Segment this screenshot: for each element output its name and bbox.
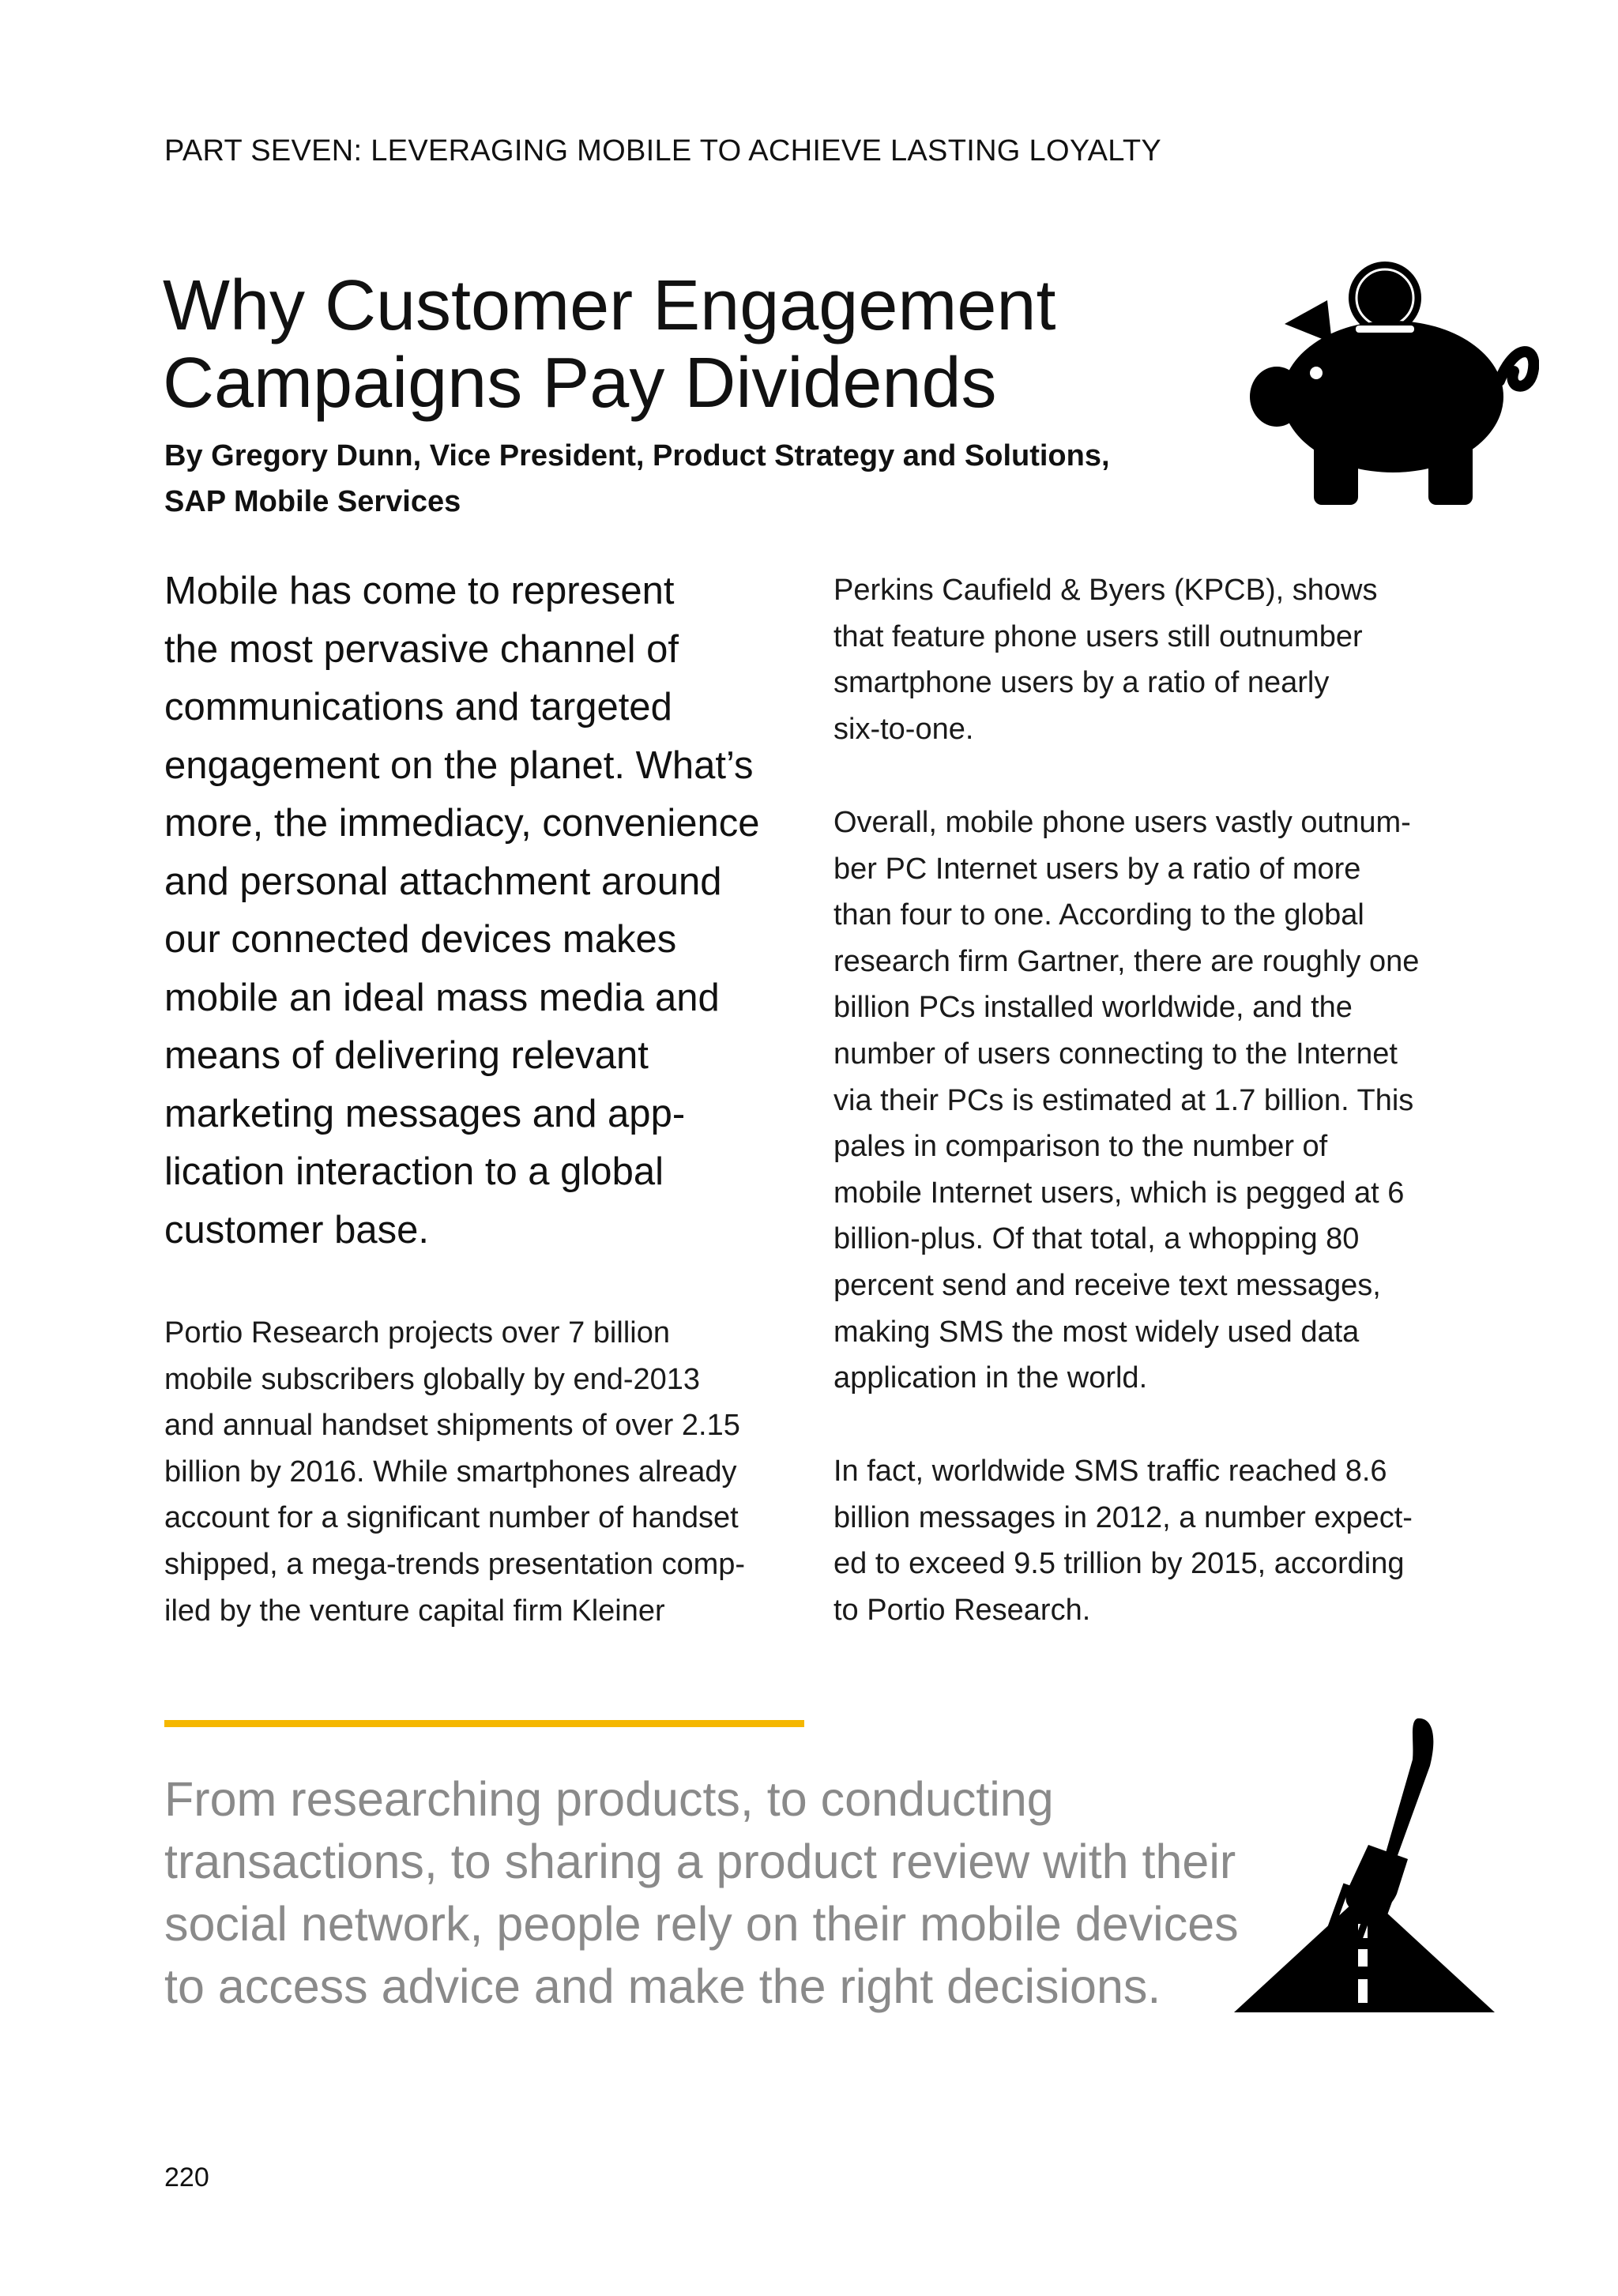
quote-line: From researching products, to conducting	[164, 1772, 1054, 1826]
lead-paragraph	[164, 563, 796, 1259]
pull-quote-rule	[164, 1720, 804, 1727]
body-line: ber PC Internet users by a ratio of more	[833, 852, 1361, 886]
lead-line: marketing messages and app-	[164, 1092, 686, 1135]
body-line: billion PCs installed worldwide, and the	[833, 991, 1353, 1025]
body-line: than four to one. According to the global	[833, 898, 1364, 932]
lead-line: Mobile has come to represent	[164, 570, 675, 612]
lead-line: mobile an ideal mass media and	[164, 976, 720, 1019]
lead-line: customer base.	[164, 1208, 429, 1252]
page-number: 220	[164, 2162, 209, 2192]
fork-in-road-icon	[1234, 1711, 1495, 2012]
byline	[164, 433, 1110, 525]
lead-line: lication interaction to a global	[164, 1150, 664, 1193]
body-line: billion-plus. Of that total, a whopping 80	[833, 1222, 1360, 1256]
body-paragraph-overall	[833, 800, 1419, 1402]
body-line: to Portio Research.	[833, 1593, 1091, 1627]
title-line: Campaigns Pay Dividends	[163, 344, 997, 423]
body-paragraph-kpcb	[833, 567, 1377, 752]
body-line: iled by the venture capital firm Kleiner	[164, 1594, 665, 1628]
body-line: pales in comparison to the number of	[833, 1130, 1328, 1164]
lead-line: communications and targeted	[164, 686, 672, 728]
body-line: six-to-one.	[833, 712, 974, 746]
body-paragraph-sms-traffic	[833, 1448, 1413, 1633]
body-line: via their PCs is estimated at 1.7 billion. This	[833, 1083, 1414, 1117]
body-line: Portio Research projects over 7 billion	[164, 1316, 670, 1349]
lead-line: more, the immediacy, convenience	[164, 802, 760, 845]
body-line: Perkins Caufield & Byers (KPCB), shows	[833, 574, 1378, 607]
part-header: PART SEVEN: LEVERAGING MOBILE TO ACHIEVE LASTING LOYALTY	[164, 134, 1162, 167]
body-line: account for a significant number of handset	[164, 1501, 739, 1535]
body-line: mobile Internet users, which is pegged at 6	[833, 1176, 1405, 1210]
pull-quote	[164, 1768, 1239, 2018]
quote-line: to access advice and make the right decisions.	[164, 1959, 1161, 2013]
quote-line: transactions, to sharing a product review with their	[164, 1835, 1236, 1888]
piggy-bank-icon	[1239, 254, 1539, 507]
byline-line: By Gregory Dunn, Vice President, Product Strategy and Solutions,	[164, 439, 1110, 472]
byline-line: SAP Mobile Services	[164, 485, 461, 518]
title-line: Why Customer Engagement	[163, 266, 1056, 345]
lead-line: engagement on the planet. What’s	[164, 743, 754, 787]
lead-line: means of delivering relevant	[164, 1034, 649, 1077]
body-line: billion by 2016. While smartphones already	[164, 1455, 737, 1489]
body-line: Overall, mobile phone users vastly outnum-	[833, 806, 1411, 839]
lead-line: the most pervasive channel of	[164, 627, 679, 671]
body-line: making SMS the most widely used data	[833, 1315, 1360, 1349]
body-line: application in the world.	[833, 1361, 1148, 1395]
body-line: In fact, worldwide SMS traffic reached 8.6	[833, 1455, 1387, 1488]
body-line: mobile subscribers globally by end-2013	[164, 1362, 701, 1396]
body-line: shipped, a mega-trends presentation comp-	[164, 1547, 746, 1581]
quote-line: social network, people rely on their mobile devices	[164, 1897, 1239, 1951]
body-line: percent send and receive text messages,	[833, 1268, 1381, 1302]
lead-line: our connected devices makes	[164, 918, 677, 961]
body-line: that feature phone users still outnumber	[833, 619, 1363, 653]
body-paragraph-portio	[164, 1310, 745, 1634]
article-title	[163, 267, 1174, 422]
body-line: research firm Gartner, there are roughly one	[833, 944, 1420, 978]
body-line: ed to exceed 9.5 trillion by 2015, according	[833, 1547, 1405, 1581]
body-line: number of users connecting to the Internet	[833, 1037, 1398, 1071]
body-line: billion messages in 2012, a number expect-	[833, 1500, 1413, 1534]
body-line: and annual handset shipments of over 2.15	[164, 1409, 740, 1443]
body-line: smartphone users by a ratio of nearly	[833, 666, 1330, 700]
lead-line: and personal attachment around	[164, 860, 722, 903]
